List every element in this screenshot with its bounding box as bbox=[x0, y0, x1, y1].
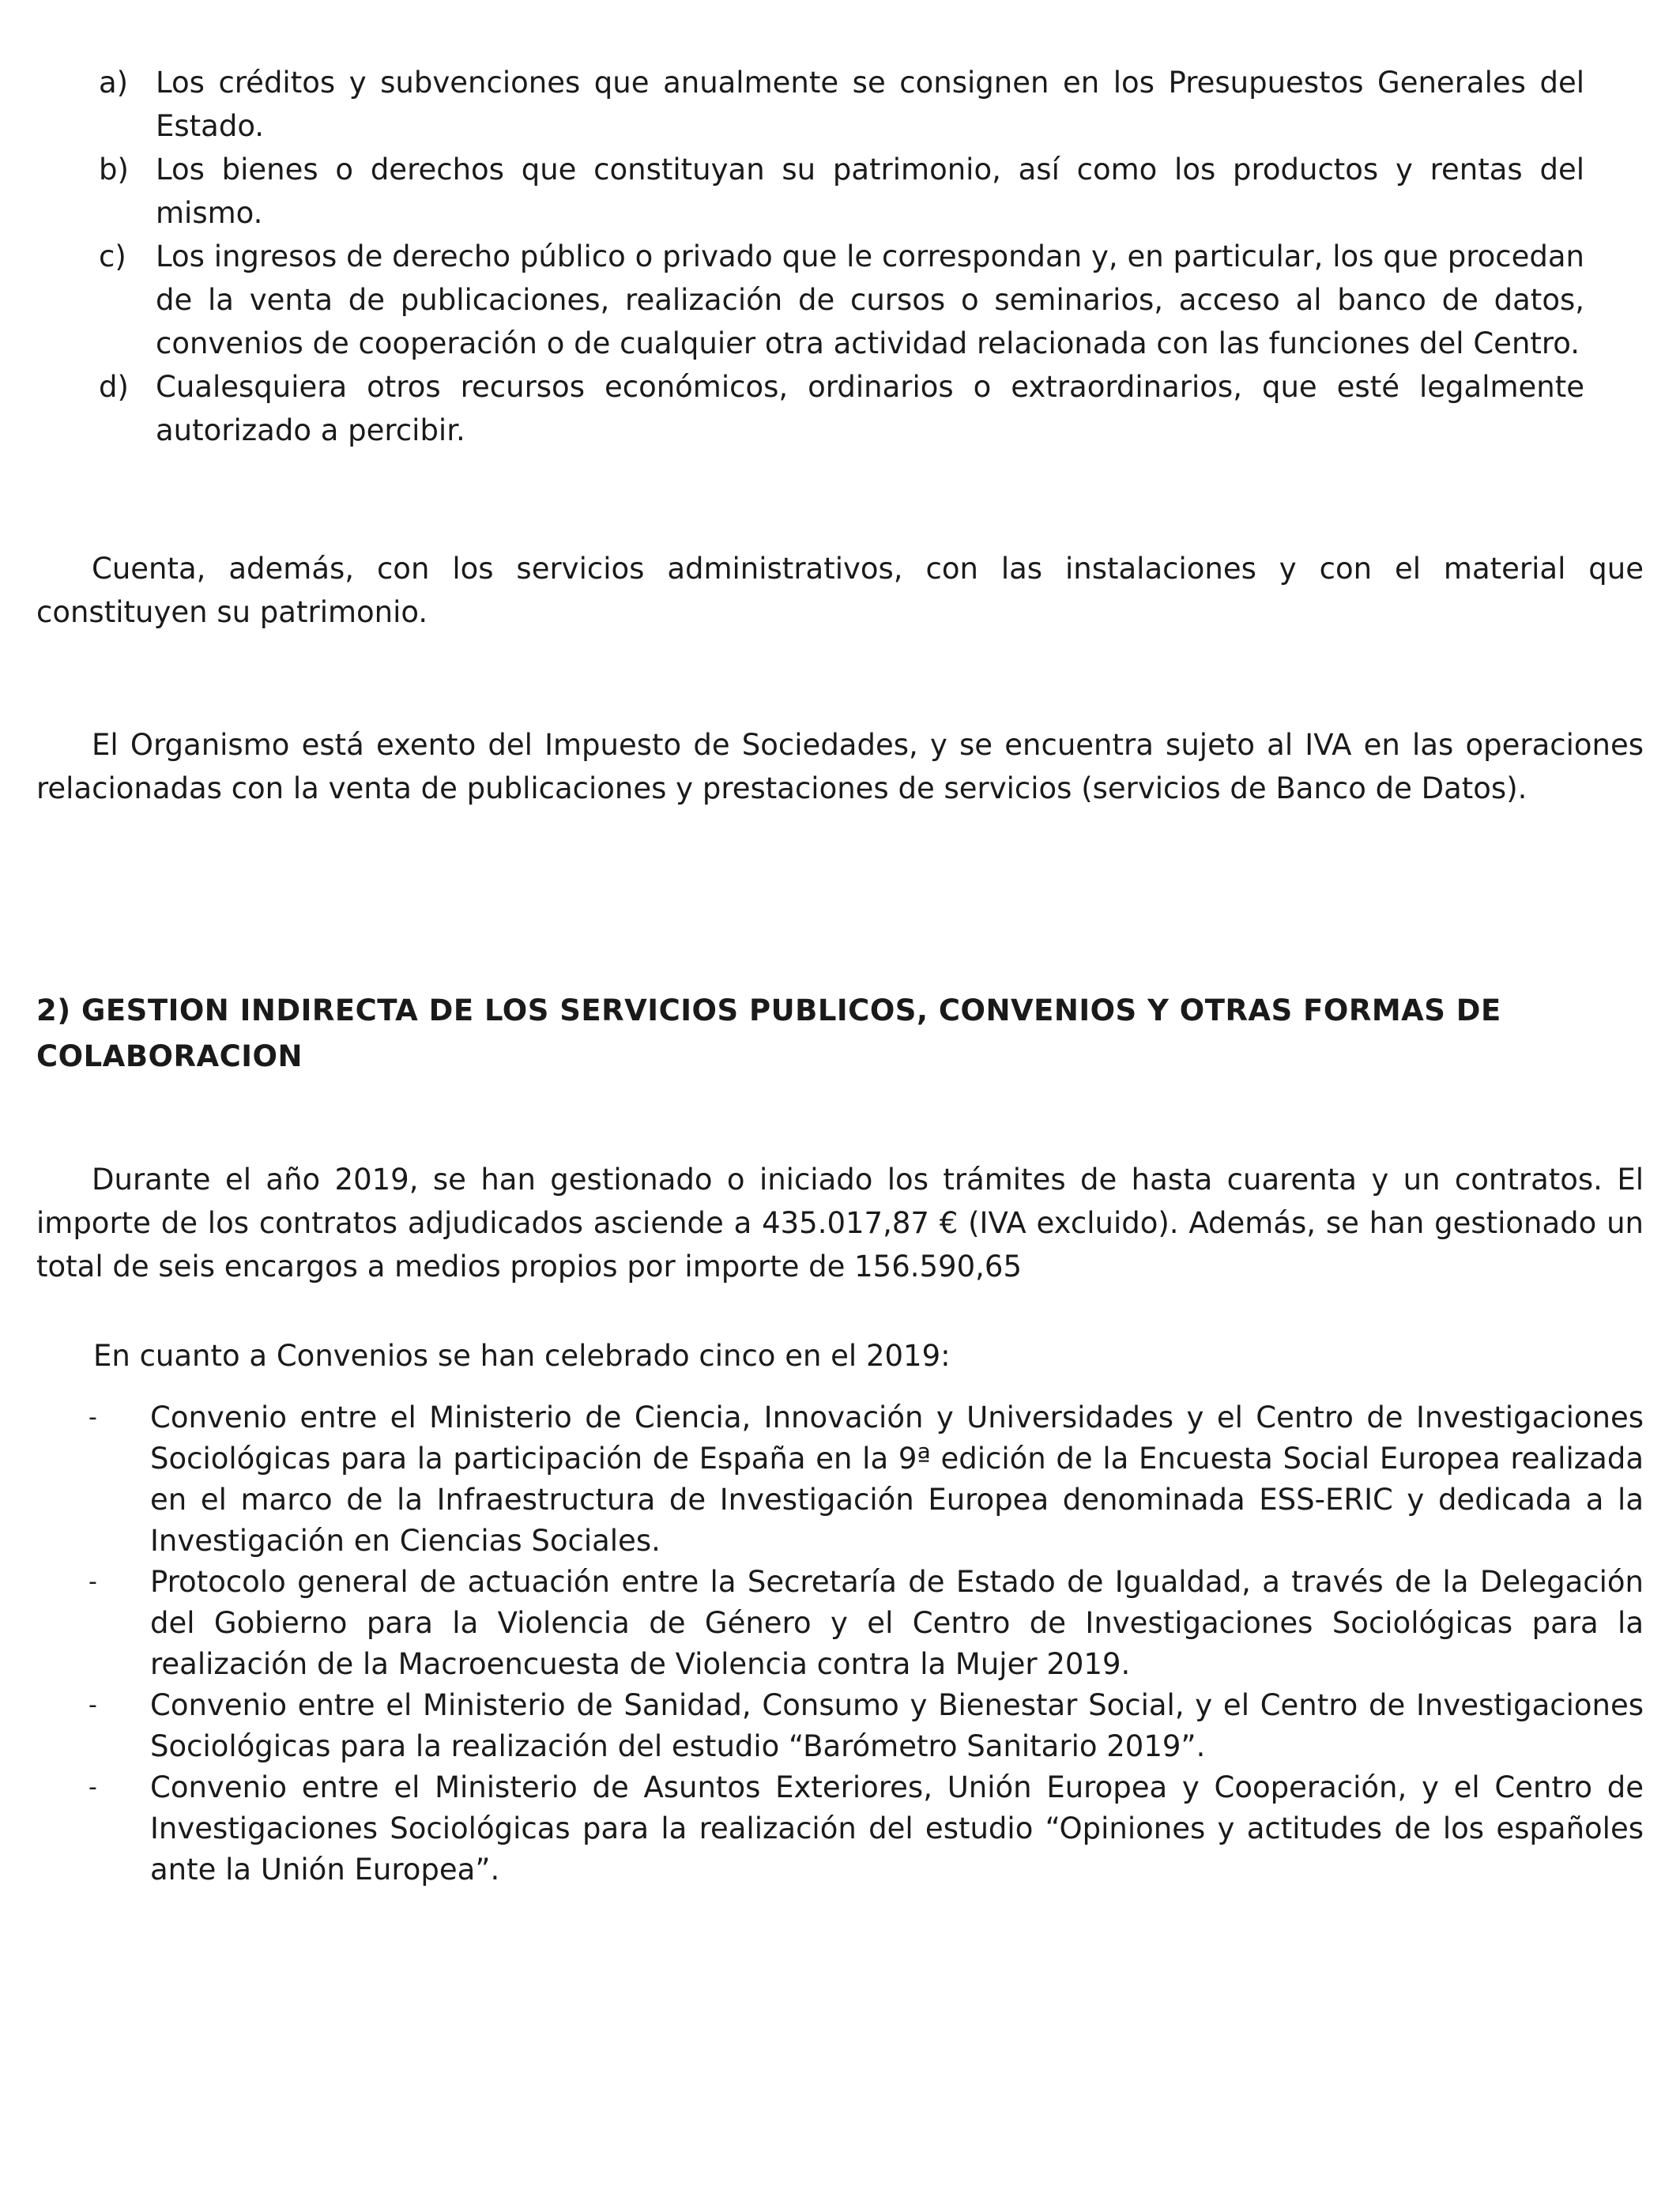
list-item bbox=[87, 1767, 1644, 1891]
list-item bbox=[87, 1685, 1644, 1767]
list-marker: - bbox=[89, 1774, 97, 1801]
list-marker: d) bbox=[99, 370, 129, 404]
paragraph-contracts: Durante el año 2019, se han gestionado o iniciado los trámites de hasta cuarenta y un contratos. El importe de los contratos adjudicados asciende a 435.017,87 € (IVA excluido). Además, se han gestionado un total de seis encargos a medios propios por importe de 156.590,65 bbox=[36, 1163, 1644, 1284]
list-item bbox=[99, 235, 1584, 365]
paragraph-tax: El Organismo está exento del Impuesto de Sociedades, y se encuentra sujeto al IVA en las operaciones relacionadas con la venta de publicaciones y prestaciones de servicios (servicios de Banco de Datos). bbox=[36, 728, 1644, 805]
list-item-text: Cualesquiera otros recursos económicos, ordinarios o extraordinarios, que esté legalmente autorizado a percibir. bbox=[156, 370, 1584, 447]
list-item bbox=[99, 365, 1584, 452]
list-item-text: Convenio entre el Ministerio de Sanidad, Consumo y Bienestar Social, y el Centro de Investigaciones Sociológicas para la realización del estudio “Barómetro Sanitario 2019”. bbox=[150, 1688, 1644, 1763]
list-marker: - bbox=[89, 1691, 97, 1719]
list-item bbox=[99, 148, 1584, 235]
list-item bbox=[99, 61, 1584, 148]
list-marker: - bbox=[89, 1404, 97, 1431]
list-item bbox=[87, 1562, 1644, 1685]
list-item bbox=[87, 1397, 1644, 1562]
list-item-text: Los ingresos de derecho público o privado que le correspondan y, en particular, los que procedan de la venta de publicaciones, realización de cursos o seminarios, acceso al banco de datos, convenios de cooperación o de cualquier otra actividad relacionada con las funciones del Centro. bbox=[156, 239, 1584, 360]
paragraph-services: Cuenta, además, con los servicios administrativos, con las instalaciones y con el material que constituyen su patrimonio. bbox=[36, 552, 1644, 629]
paragraph-convenios-intro: En cuanto a Convenios se han celebrado cinco en el 2019: bbox=[93, 1339, 951, 1373]
list-marker: b) bbox=[99, 153, 129, 187]
list-item-text: Protocolo general de actuación entre la Secretaría de Estado de Igualdad, a través de la Delegación del Gobierno para la Violencia de Género y el Centro de Investigaciones Sociológicas para la realización de la Macroencuesta de Violencia contra la Mujer 2019. bbox=[150, 1565, 1644, 1681]
list-item-text: Convenio entre el Ministerio de Asuntos Exteriores, Unión Europea y Cooperación, y el Centro de Investigaciones Sociológicas para la realización del estudio “Opiniones y actitudes de los españoles ante la Unión Europea”. bbox=[150, 1770, 1644, 1887]
list-marker: a) bbox=[99, 66, 129, 100]
funding-sources-list bbox=[99, 61, 1584, 452]
list-item-text: Los créditos y subvenciones que anualmente se consignen en los Presupuestos Generales del Estado. bbox=[156, 66, 1584, 143]
convenios-list bbox=[87, 1397, 1644, 1891]
list-marker: - bbox=[89, 1568, 97, 1596]
list-item-text: Convenio entre el Ministerio de Ciencia, Innovación y Universidades y el Centro de Investigaciones Sociológicas para la participación de España en la 9ª edición de la Encuesta Social Europea realizada en el marco de la Infraestructura de Investigación Europea denominada ESS-ERIC y dedicada a la Investigación en Ciencias Sociales. bbox=[150, 1400, 1644, 1558]
list-item-text: Los bienes o derechos que constituyan su patrimonio, así como los productos y rentas del mismo. bbox=[156, 153, 1584, 230]
list-marker: c) bbox=[99, 239, 126, 273]
section-heading: 2) GESTION INDIRECTA DE LOS SERVICIOS PUBLICOS, CONVENIOS Y OTRAS FORMAS DE COLABORACION bbox=[36, 993, 1501, 1073]
